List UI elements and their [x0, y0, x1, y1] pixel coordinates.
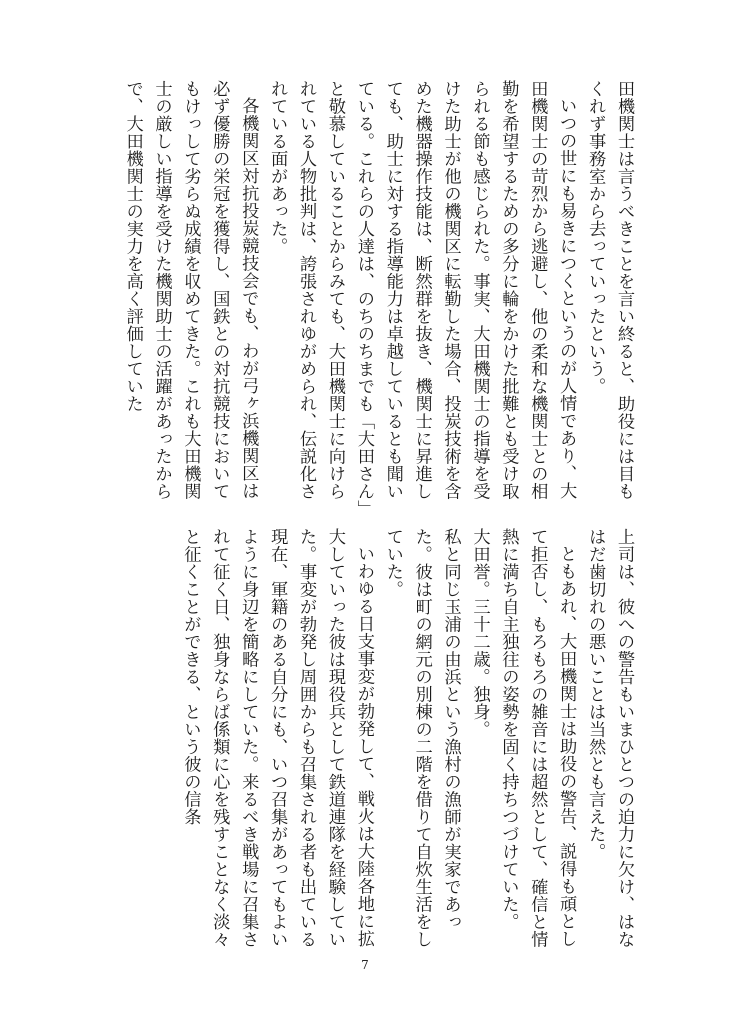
page-number: 7 — [361, 958, 369, 972]
paragraph: いわゆる日支事変が勃発して、戦火は大陸各地に拡大していった彼は現役兵として鉄道連隊を経験していた。事変が勃発し周囲からも召集される者も出ている現在、軍籍のある自分にも、いつ召集があってもよいように身辺を簡略にしていた。来るべき戦場に召集されて征く日、独身ならば係類に心を残すことなく淡々と征くことができる、という彼の信条 — [180, 528, 374, 948]
lower-text-tier — [78, 528, 638, 948]
paragraph: 私と同じ玉浦の由浜という漁村の漁師が実家であった。彼は町の網元の別棟の二階を借りて自炊生活をしていた。 — [382, 528, 461, 948]
paragraph: ともあれ、大田機関士は助役の警告、説得も頑として拒否し、もろもろの雑音には超然として、確信と情熱に満ち自主独往の姿勢を固く持ちつづけていた。 — [498, 528, 577, 948]
upper-text-tier — [78, 80, 638, 510]
paragraph: 田機関士は言うべきことを言い終ると、助役には目もくれず事務室から去っていったという。 — [585, 80, 634, 500]
paragraph: 各機関区対抗投炭競技会でも、わが弓ヶ浜機関区は必ず優勝の栄冠を獲得し、国鉄との対抗競技においてもけっして劣らぬ成績を収めてきた。これも大田機関士の厳しい指導を受けた機関助士の活躍があったからで、大田機関士の実力を高く評価していた — [122, 80, 259, 500]
paragraph: 大田誉。三十二歳。独身。 — [469, 528, 490, 738]
paragraph: いつの世にも易きにつくというのが人情であり、大田機関士の苛烈から逃避し、他の柔和な機関士との相勤を希望するための多分に輪をかけた批難とも受け取られる節も感じられた。事実、大田機関士の指導を受けた助士が他の機関区に転勤した場合、投炭技術を含めた機器操作技能は、断然群を抜き、機関士に昇進しても、助士に対する指導能力は卓越しているとも聞いている。これらの人達は、のちのちまでも「大田さん」と敬慕していることからみても、大田機関士に向けられている人物批判は、誇張されゆがめられ、伝説化されている面があった。 — [267, 80, 577, 509]
paragraph: 上司は、彼への警告もいまひとつの迫力に欠け、はなはだ歯切れの悪いことは当然とも言えた。 — [585, 528, 634, 948]
